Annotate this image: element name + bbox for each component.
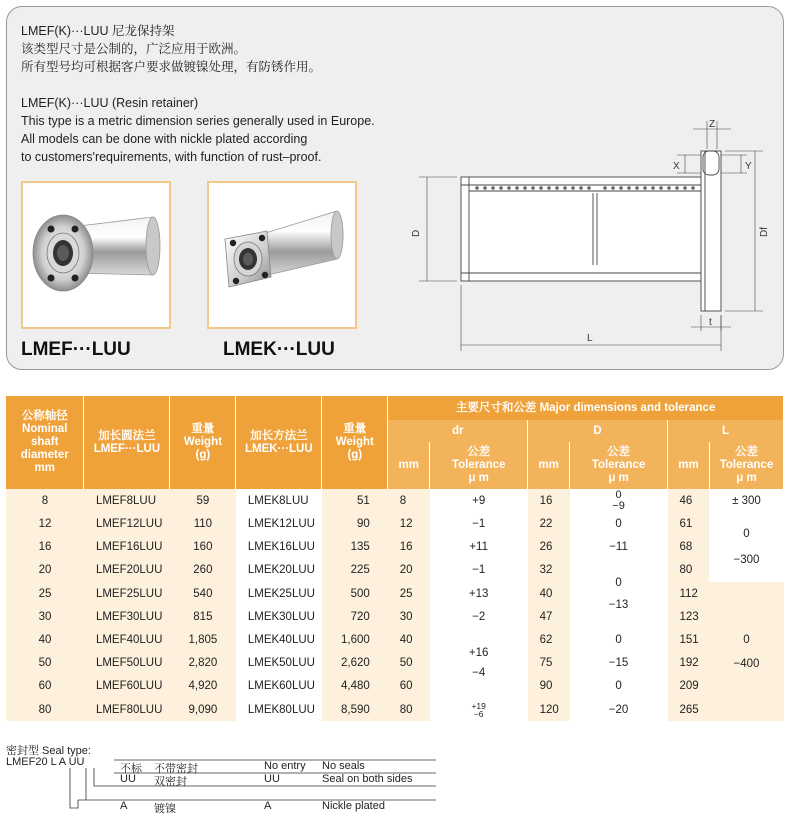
cell-w2: 1,600 bbox=[322, 628, 388, 651]
col-nominal-cn: 公称轴径 bbox=[21, 410, 68, 422]
table-row bbox=[6, 582, 784, 605]
tol-bottom: −300 bbox=[733, 554, 760, 567]
intro-cn-line: 该类型尺寸是公制的，广泛应用于欧洲。 bbox=[21, 42, 247, 56]
tol-top: 0 bbox=[615, 576, 622, 589]
intro-en-line: This type is a metric dimension series generally used in Europe. bbox=[21, 114, 375, 128]
tol-unit: μ m bbox=[736, 472, 757, 484]
col-nominal-en: diameter bbox=[20, 449, 69, 461]
cell-dr: 25 bbox=[388, 582, 430, 605]
col-D-tol bbox=[570, 442, 668, 489]
intro-panel bbox=[6, 6, 784, 370]
cell-D-tol: −11 bbox=[570, 536, 668, 559]
cell-shaft: 80 bbox=[6, 698, 84, 721]
dim-l-label: L bbox=[587, 333, 593, 344]
cell-L: 209 bbox=[668, 675, 710, 698]
cell-D: 47 bbox=[528, 605, 570, 628]
lmek-label: LMEK···LUU bbox=[223, 339, 335, 360]
cell-w2: 500 bbox=[322, 582, 388, 605]
col-L: L bbox=[668, 420, 784, 442]
cell-L: 123 bbox=[668, 605, 710, 628]
col-lmek-en: LMEK···LUU bbox=[244, 442, 313, 455]
cell-w1: 1,805 bbox=[170, 628, 236, 651]
seal-code-en: No entry bbox=[264, 760, 306, 772]
col-weight-unit: (g) bbox=[347, 449, 363, 461]
cell-dr-tol: +11 bbox=[430, 536, 528, 559]
col-L-mm: mm bbox=[668, 442, 710, 489]
col-dr-tol bbox=[430, 442, 528, 489]
cell-dr-tol bbox=[430, 698, 528, 721]
tol-bottom: −9 bbox=[612, 500, 625, 512]
cell-D: 62 bbox=[528, 628, 570, 651]
cell-dr: 12 bbox=[388, 513, 430, 536]
cell-D: 16 bbox=[528, 489, 570, 513]
cell-shaft: 16 bbox=[6, 536, 84, 559]
intro-cn-line: 所有型号均可根据客户要求做镀镍处理，有防锈作用。 bbox=[21, 60, 322, 74]
cell-L: 112 bbox=[668, 582, 710, 605]
seal-en: Seal on both sides bbox=[322, 773, 413, 785]
cell-w1: 4,920 bbox=[170, 675, 236, 698]
cell-w1: 59 bbox=[170, 489, 236, 513]
intro-en-line: All models can be done with nickle plated according bbox=[21, 132, 308, 146]
technical-drawing bbox=[407, 115, 787, 355]
cell-w1: 540 bbox=[170, 582, 236, 605]
col-nominal bbox=[6, 396, 84, 489]
table-row bbox=[6, 628, 784, 651]
cell-D: 90 bbox=[528, 675, 570, 698]
cell-dr: 40 bbox=[388, 628, 430, 651]
cell-D-tol: 0 bbox=[570, 675, 668, 698]
cell-lmef: LMEF50LUU bbox=[84, 652, 170, 675]
cell-lmek: LMEK25LUU bbox=[236, 582, 322, 605]
tol-bottom: −4 bbox=[472, 667, 486, 680]
cell-L-tol bbox=[709, 513, 783, 583]
col-weight-unit: (g) bbox=[195, 449, 211, 461]
tol-bottom: −13 bbox=[608, 598, 629, 611]
col-D: D bbox=[528, 420, 668, 442]
intro-text bbox=[21, 22, 375, 166]
dim-y-label: Y bbox=[745, 161, 752, 172]
cell-lmef: LMEF12LUU bbox=[84, 513, 170, 536]
table-row bbox=[6, 513, 784, 536]
cell-w2: 51 bbox=[322, 489, 388, 513]
seal-code: A bbox=[120, 800, 128, 812]
cell-dr-tol: −1 bbox=[430, 513, 528, 536]
cell-lmek: LMEK30LUU bbox=[236, 605, 322, 628]
col-lmek bbox=[236, 396, 322, 489]
seal-code: 不标 bbox=[120, 763, 142, 775]
cell-lmek: LMEK50LUU bbox=[236, 652, 322, 675]
cell-lmef: LMEF30LUU bbox=[84, 605, 170, 628]
col-weight-en: Weight bbox=[183, 436, 222, 448]
col-dr-mm: mm bbox=[388, 442, 430, 489]
cell-D: 40 bbox=[528, 582, 570, 605]
cell-dr-tol: +9 bbox=[430, 489, 528, 513]
col-lmef-en: LMEF···LUU bbox=[93, 442, 161, 455]
lmek-product-photo bbox=[207, 181, 357, 329]
cell-dr-tol: +13 bbox=[430, 582, 528, 605]
tol-unit: μ m bbox=[608, 472, 629, 484]
cell-w2: 2,620 bbox=[322, 652, 388, 675]
cell-dr: 80 bbox=[388, 698, 430, 721]
col-D-mm: mm bbox=[528, 442, 570, 489]
cell-L: 68 bbox=[668, 536, 710, 559]
cell-shaft: 20 bbox=[6, 559, 84, 582]
seal-code: UU bbox=[120, 773, 136, 785]
cell-D-tol: −20 bbox=[570, 698, 668, 721]
cell-w2: 135 bbox=[322, 536, 388, 559]
cell-L: 192 bbox=[668, 652, 710, 675]
cell-dr-tol bbox=[430, 628, 528, 698]
cell-D: 120 bbox=[528, 698, 570, 721]
cell-L: 61 bbox=[668, 513, 710, 536]
tol-bottom: −400 bbox=[733, 657, 760, 670]
cell-lmef: LMEF60LUU bbox=[84, 675, 170, 698]
col-weight-cn: 重量 bbox=[191, 423, 215, 435]
cell-w2: 8,590 bbox=[322, 698, 388, 721]
tol-top: +16 bbox=[468, 647, 489, 660]
cell-shaft: 30 bbox=[6, 605, 84, 628]
tol-top: +19 bbox=[471, 700, 486, 711]
cell-dr: 50 bbox=[388, 652, 430, 675]
seal-cn: 双密封 bbox=[154, 776, 187, 788]
tol-unit: μ m bbox=[468, 472, 489, 484]
cell-lmef: LMEF40LUU bbox=[84, 628, 170, 651]
table-row bbox=[6, 489, 784, 513]
cell-dr: 60 bbox=[388, 675, 430, 698]
intro-cn-line: LMEF(K)···LUU 尼龙保持架 bbox=[21, 24, 175, 38]
cell-w1: 2,820 bbox=[170, 652, 236, 675]
cell-L-tol: ± 300 bbox=[709, 489, 783, 513]
seal-code-en: UU bbox=[264, 773, 280, 785]
seal-type-legend bbox=[6, 742, 446, 822]
cell-D: 26 bbox=[528, 536, 570, 559]
cell-D-tol: 0 bbox=[570, 628, 668, 651]
col-nominal-en: shaft bbox=[30, 436, 59, 448]
col-lmef bbox=[84, 396, 170, 489]
col-weight-en: Weight bbox=[335, 436, 374, 448]
cell-shaft: 40 bbox=[6, 628, 84, 651]
cell-shaft: 60 bbox=[6, 675, 84, 698]
dim-t-label: t bbox=[709, 317, 712, 328]
cell-D-tol: −15 bbox=[570, 652, 668, 675]
cell-w1: 260 bbox=[170, 559, 236, 582]
intro-en-line: LMEF(K)···LUU (Resin retainer) bbox=[21, 96, 199, 110]
tol-en: Tolerance bbox=[719, 459, 774, 471]
dim-x-label: X bbox=[673, 161, 680, 172]
cell-lmek: LMEK80LUU bbox=[236, 698, 322, 721]
cell-dr: 20 bbox=[388, 559, 430, 582]
tol-cn: 公差 bbox=[607, 446, 631, 458]
cell-lmek: LMEK20LUU bbox=[236, 559, 322, 582]
cell-shaft: 12 bbox=[6, 513, 84, 536]
seal-cn: 不带密封 bbox=[154, 763, 198, 775]
cell-L: 46 bbox=[668, 489, 710, 513]
table-row bbox=[6, 652, 784, 675]
col-lmek-cn: 加长方法兰 bbox=[250, 429, 308, 442]
cell-shaft: 25 bbox=[6, 582, 84, 605]
lmef-label: LMEF···LUU bbox=[21, 339, 131, 360]
spec-table bbox=[6, 396, 784, 722]
seal-en: Nickle plated bbox=[322, 800, 385, 812]
cell-lmek: LMEK12LUU bbox=[236, 513, 322, 536]
cell-D: 75 bbox=[528, 652, 570, 675]
cell-L-tol bbox=[709, 582, 783, 721]
table-row bbox=[6, 559, 784, 582]
intro-en bbox=[21, 94, 375, 166]
cell-w2: 4,480 bbox=[322, 675, 388, 698]
dim-d-label: D bbox=[411, 229, 422, 237]
seal-en: No seals bbox=[322, 760, 365, 772]
cell-D-tol: 0 bbox=[570, 513, 668, 536]
col-L-tol bbox=[709, 442, 783, 489]
col-dr: dr bbox=[388, 420, 528, 442]
intro-cn bbox=[21, 22, 375, 76]
cell-w2: 90 bbox=[322, 513, 388, 536]
cell-dr: 8 bbox=[388, 489, 430, 513]
cell-lmek: LMEK16LUU bbox=[236, 536, 322, 559]
cell-dr-tol: −2 bbox=[430, 605, 528, 628]
cell-w2: 225 bbox=[322, 559, 388, 582]
col-weight-2 bbox=[322, 396, 388, 489]
cell-shaft: 50 bbox=[6, 652, 84, 675]
cell-w2: 720 bbox=[322, 605, 388, 628]
cell-w1: 815 bbox=[170, 605, 236, 628]
seal-cn: 镀镍 bbox=[154, 803, 176, 815]
dim-z-label: Z bbox=[709, 119, 716, 130]
cell-lmek: LMEK40LUU bbox=[236, 628, 322, 651]
cell-D: 22 bbox=[528, 513, 570, 536]
cell-dr-tol: −1 bbox=[430, 559, 528, 582]
tol-en: Tolerance bbox=[451, 459, 506, 471]
tol-top: 0 bbox=[743, 633, 750, 646]
cell-w1: 9,090 bbox=[170, 698, 236, 721]
intro-en-line: to customers'requirements, with function of rust–proof. bbox=[21, 150, 322, 164]
cell-L: 151 bbox=[668, 628, 710, 651]
tol-top: 0 bbox=[615, 489, 622, 501]
table-row bbox=[6, 605, 784, 628]
seal-code-en: A bbox=[264, 800, 272, 812]
cell-D: 32 bbox=[528, 559, 570, 582]
col-major: 主要尺寸和公差 Major dimensions and tolerance bbox=[388, 396, 784, 420]
col-nominal-en: Nominal bbox=[22, 423, 68, 435]
cell-dr: 30 bbox=[388, 605, 430, 628]
cell-lmef: LMEF20LUU bbox=[84, 559, 170, 582]
cell-w1: 110 bbox=[170, 513, 236, 536]
cell-L: 80 bbox=[668, 559, 710, 582]
cell-L: 265 bbox=[668, 698, 710, 721]
table-row bbox=[6, 675, 784, 698]
cell-lmef: LMEF25LUU bbox=[84, 582, 170, 605]
cell-lmek: LMEK8LUU bbox=[236, 489, 322, 513]
tol-top: 0 bbox=[743, 528, 750, 541]
col-weight-1 bbox=[170, 396, 236, 489]
cell-D-tol bbox=[570, 489, 668, 513]
tol-bottom: −6 bbox=[473, 708, 484, 719]
col-weight-cn: 重量 bbox=[343, 423, 367, 435]
cell-lmek: LMEK60LUU bbox=[236, 675, 322, 698]
lmef-product-photo bbox=[21, 181, 171, 329]
col-nominal-en: mm bbox=[34, 462, 55, 474]
col-lmef-cn: 加长圆法兰 bbox=[98, 429, 156, 442]
cell-dr: 16 bbox=[388, 536, 430, 559]
cell-lmef: LMEF8LUU bbox=[84, 489, 170, 513]
cell-w1: 160 bbox=[170, 536, 236, 559]
round-flange-bearing-image bbox=[23, 183, 169, 327]
tol-cn: 公差 bbox=[467, 446, 491, 458]
dim-df-label: Df bbox=[759, 227, 770, 237]
cell-lmef: LMEF16LUU bbox=[84, 536, 170, 559]
square-flange-bearing-image bbox=[209, 183, 355, 327]
cell-D-tol bbox=[570, 559, 668, 629]
tol-cn: 公差 bbox=[734, 446, 758, 458]
cell-shaft: 8 bbox=[6, 489, 84, 513]
cell-lmef: LMEF80LUU bbox=[84, 698, 170, 721]
tol-en: Tolerance bbox=[591, 459, 646, 471]
seal-model: LMEF20 L A UU bbox=[6, 756, 85, 768]
table-row bbox=[6, 536, 784, 559]
seal-title: 密封型 Seal type: bbox=[6, 745, 91, 757]
table-row bbox=[6, 698, 784, 721]
